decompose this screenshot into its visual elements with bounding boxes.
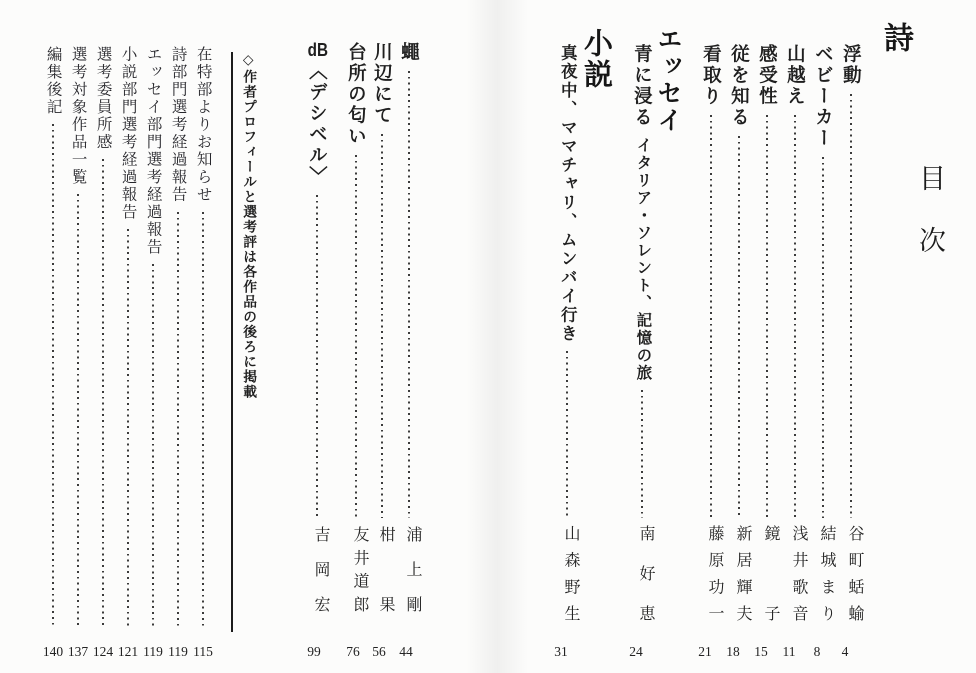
toc-entry-title: 川辺にて (372, 42, 394, 126)
dot-leader (102, 159, 104, 628)
page-number: 4 (841, 644, 849, 659)
backmatter-title: エッセイ部門選考経過報告 (144, 46, 162, 256)
page-number: 137 (67, 644, 89, 659)
toc-entry-title-main: 青に浸る (632, 44, 654, 128)
backmatter-column (67, 46, 89, 628)
toc-entry-column (398, 42, 420, 518)
toc-entry-title: 看取り (701, 44, 723, 107)
backmatter-column (92, 46, 114, 628)
toc-entry-column (306, 40, 328, 518)
author-name: 谷町蛞蝓 (846, 525, 863, 621)
toc-entry-title: 従を知る (729, 44, 751, 128)
backmatter-title: 選考委員所感 (94, 46, 112, 151)
section-heading-novel: 小説 (580, 28, 612, 90)
author-name: 吉岡宏 (312, 526, 329, 612)
dot-leader (177, 212, 179, 629)
page-number: 21 (698, 644, 712, 659)
toc-entry-title-latin: dB (307, 40, 329, 59)
backmatter-title: 選考対象作品一覧 (69, 46, 87, 186)
author-name: 浦上剛 (404, 526, 421, 612)
backmatter-column (167, 46, 189, 628)
toc-entry-title: 真夜中、ママチャリ、ムンバイ行き (558, 44, 577, 344)
toc-entry-column (371, 42, 393, 518)
page-number: 44 (399, 644, 413, 659)
page-number: 140 (42, 644, 64, 659)
backmatter-column (42, 46, 64, 628)
page-number: 119 (143, 644, 163, 659)
dot-leader (355, 155, 357, 518)
page-number: 99 (307, 644, 321, 659)
dot-leader (52, 124, 54, 628)
author-name: 友井道郎 (351, 526, 368, 612)
dot-leader (408, 71, 410, 518)
page-number: 119 (168, 644, 188, 659)
author-name: 鏡子 (762, 525, 779, 621)
page-number: 115 (193, 644, 213, 659)
backmatter-title: 小説部門選考経過報告 (119, 46, 137, 221)
toc-entry-title: 台所の匂い (346, 42, 368, 147)
page-number: 8 (813, 644, 821, 659)
author-name: 南好恵 (637, 525, 654, 621)
author-name: 柑果 (377, 526, 394, 612)
dot-leader (202, 212, 204, 629)
page-number: 121 (117, 644, 139, 659)
author-name: 山森野生 (562, 525, 579, 621)
page-title: 目 次 (915, 164, 945, 257)
toc-entry-title (307, 40, 328, 187)
section-heading-essay: エッセイ (654, 26, 681, 134)
page-number: 18 (726, 644, 740, 659)
section-heading-poetry: 詩 (879, 22, 912, 54)
dot-leader (127, 229, 129, 628)
dot-leader (316, 195, 318, 519)
backmatter-title: 在特部よりお知らせ (194, 46, 212, 204)
page-number: 11 (782, 644, 796, 659)
author-name: 新居輝夫 (734, 525, 751, 621)
page-number: 56 (372, 644, 386, 659)
toc-entry-title: 山越え (785, 44, 807, 107)
backmatter-column (142, 46, 164, 628)
toc-entry-title: 蠅 (399, 42, 421, 63)
author-name: 結城まり (818, 525, 835, 621)
page-number: 76 (346, 644, 360, 659)
toc-entry-title: ベビーカー (813, 44, 835, 149)
toc-entry-title: 浮動 (841, 44, 863, 86)
toc-entry-subtitle: イタリア・ソレント、記憶の旅 (634, 137, 652, 382)
page-number: 15 (754, 644, 768, 659)
author-name: 浅井歌音 (790, 525, 807, 621)
author-name: 藤原功一 (706, 525, 723, 621)
backmatter-title: 詩部門選考経過報告 (169, 46, 187, 204)
backmatter-title: 編集後記 (44, 46, 62, 116)
dot-leader (77, 194, 79, 628)
toc-entry-title-kana: 〈デシベル〉 (307, 60, 329, 187)
dot-leader (152, 264, 154, 628)
page-number: 124 (92, 644, 114, 659)
toc-entry-title: 感受性 (757, 44, 779, 107)
backmatter-column (117, 46, 139, 628)
backmatter-column (192, 46, 214, 628)
vertical-divider (231, 52, 233, 632)
profile-note: ◇作者プロフィールと選考評は各作品の後ろに掲載 (241, 52, 257, 400)
page-number: 31 (554, 644, 568, 659)
dot-leader (381, 134, 383, 518)
page-number: 24 (629, 644, 643, 659)
toc-entry-column (345, 42, 367, 518)
